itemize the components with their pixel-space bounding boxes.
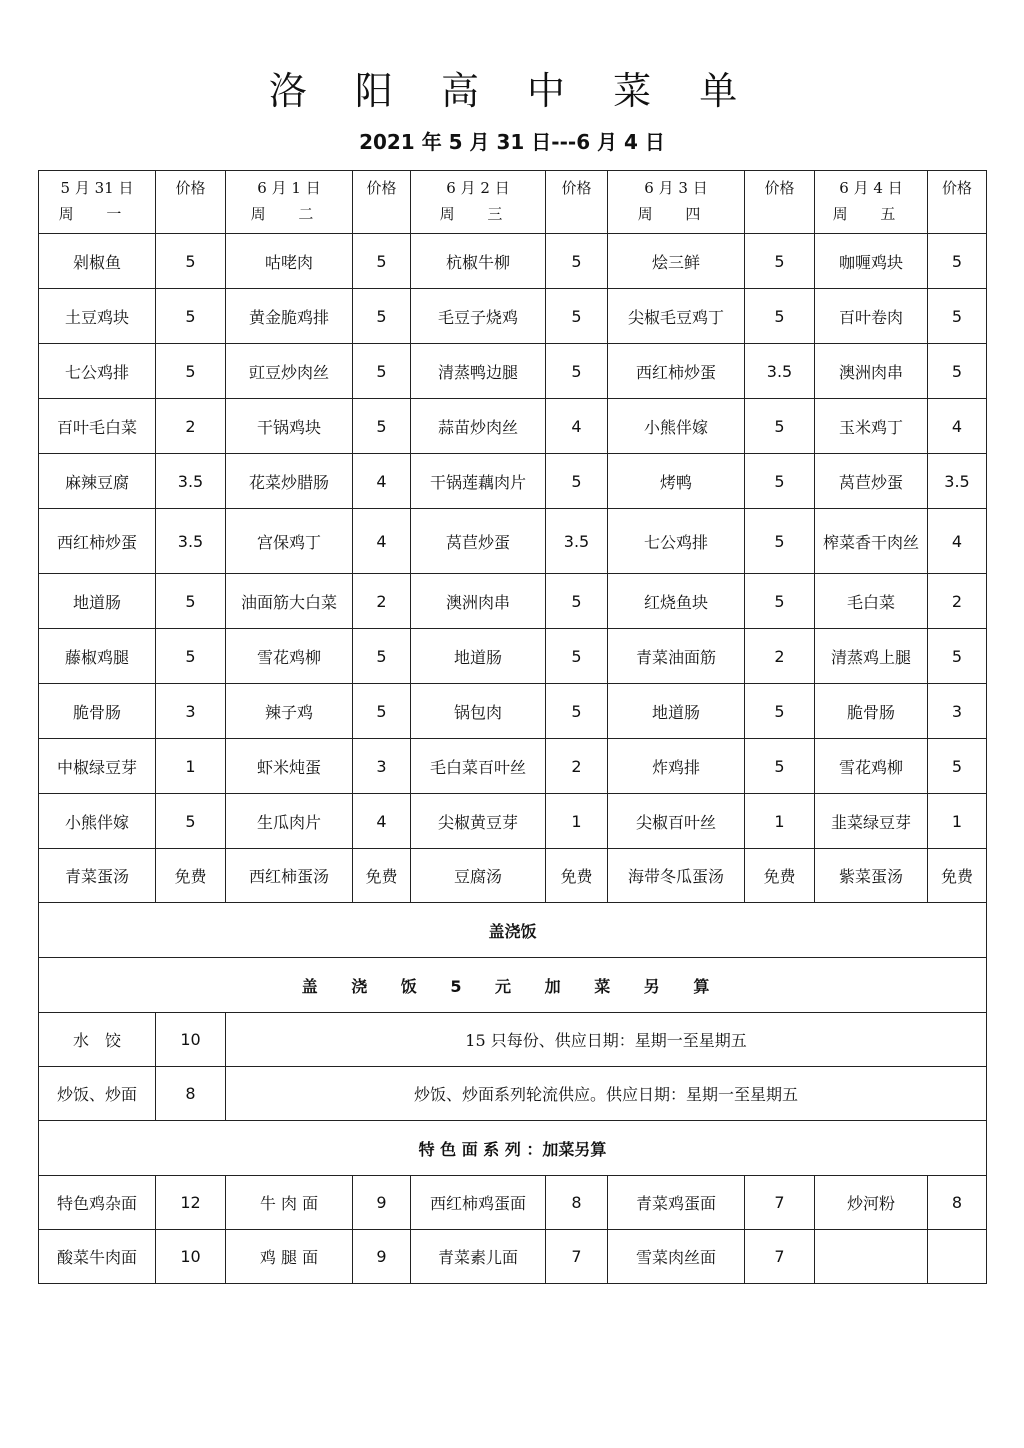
dish-cell: 油面筋大白菜 xyxy=(226,574,353,629)
dish-cell: 中椒绿豆芽 xyxy=(39,739,156,794)
price-cell: 5 xyxy=(156,794,226,849)
dish-cell: 尖椒黄豆芽 xyxy=(411,794,546,849)
price-cell: 5 xyxy=(546,684,608,739)
gaijiao-heading-row xyxy=(39,903,987,958)
dish-cell: 尖椒毛豆鸡丁 xyxy=(608,289,745,344)
price-cell: 5 xyxy=(928,629,987,684)
price-cell: 5 xyxy=(745,739,815,794)
price-header: 价格 xyxy=(928,171,987,234)
noodle-price xyxy=(928,1230,987,1284)
noodle-dish: 西红柿鸡蛋面 xyxy=(411,1176,546,1230)
dish-cell: 青菜蛋汤 xyxy=(39,849,156,903)
price-cell: 2 xyxy=(928,574,987,629)
day-weekday: 周 二 xyxy=(250,205,328,223)
dish-cell: 红烧鱼块 xyxy=(608,574,745,629)
noodle-dish: 炒河粉 xyxy=(815,1176,928,1230)
dish-cell: 辣子鸡 xyxy=(226,684,353,739)
dish-cell: 脆骨肠 xyxy=(39,684,156,739)
dish-row xyxy=(39,684,987,739)
day-weekday: 周 三 xyxy=(439,205,517,223)
price-cell: 4 xyxy=(928,509,987,574)
dish-cell: 炸鸡排 xyxy=(608,739,745,794)
dish-cell: 烩三鲜 xyxy=(608,234,745,289)
price-cell: 5 xyxy=(745,684,815,739)
dish-row xyxy=(39,454,987,509)
dish-row xyxy=(39,344,987,399)
price-cell: 1 xyxy=(546,794,608,849)
noodle-price: 9 xyxy=(353,1230,411,1284)
dish-cell: 豆腐汤 xyxy=(411,849,546,903)
extra-name: 炒饭、炒面 xyxy=(39,1067,156,1121)
price-cell: 免费 xyxy=(745,849,815,903)
dish-cell: 海带冬瓜蛋汤 xyxy=(608,849,745,903)
extra-description: 炒饭、炒面系列轮流供应。供应日期：星期一至星期五 xyxy=(226,1067,987,1121)
noodle-row xyxy=(39,1176,987,1230)
noodle-price: 8 xyxy=(928,1176,987,1230)
dish-cell: 地道肠 xyxy=(608,684,745,739)
noodles-heading-row xyxy=(39,1121,987,1176)
price-cell: 5 xyxy=(928,234,987,289)
price-cell: 5 xyxy=(546,629,608,684)
dish-cell: 咕咾肉 xyxy=(226,234,353,289)
dish-cell: 剁椒鱼 xyxy=(39,234,156,289)
price-cell: 5 xyxy=(353,629,411,684)
dish-cell: 毛白菜 xyxy=(815,574,928,629)
soup-row xyxy=(39,849,987,903)
dish-row xyxy=(39,629,987,684)
noodle-dish: 青菜鸡蛋面 xyxy=(608,1176,745,1230)
dish-cell: 雪花鸡柳 xyxy=(815,739,928,794)
dish-cell: 紫菜蛋汤 xyxy=(815,849,928,903)
noodle-row xyxy=(39,1230,987,1284)
dish-cell: 七公鸡排 xyxy=(608,509,745,574)
dish-cell: 豇豆炒肉丝 xyxy=(226,344,353,399)
price-header: 价格 xyxy=(353,171,411,234)
dish-cell: 土豆鸡块 xyxy=(39,289,156,344)
dish-cell: 杭椒牛柳 xyxy=(411,234,546,289)
dish-cell: 西红柿炒蛋 xyxy=(608,344,745,399)
price-cell: 5 xyxy=(353,234,411,289)
dish-cell: 地道肠 xyxy=(411,629,546,684)
dish-cell: 毛豆子烧鸡 xyxy=(411,289,546,344)
dish-cell: 蒜苗炒肉丝 xyxy=(411,399,546,454)
price-cell: 3.5 xyxy=(745,344,815,399)
dish-cell: 毛白菜百叶丝 xyxy=(411,739,546,794)
price-cell: 5 xyxy=(353,399,411,454)
extra-row xyxy=(39,1013,987,1067)
price-cell: 5 xyxy=(353,344,411,399)
price-cell: 5 xyxy=(928,344,987,399)
gaijiao-note: 盖 浇 饭 5 元 加 菜 另 算 xyxy=(39,958,987,1013)
price-header: 价格 xyxy=(546,171,608,234)
dish-cell: 澳洲肉串 xyxy=(815,344,928,399)
noodle-dish: 青菜素儿面 xyxy=(411,1230,546,1284)
dish-cell: 百叶毛白菜 xyxy=(39,399,156,454)
dish-cell: 清蒸鸭边腿 xyxy=(411,344,546,399)
price-cell: 5 xyxy=(546,454,608,509)
extra-price: 8 xyxy=(156,1067,226,1121)
dish-row xyxy=(39,509,987,574)
day-weekday: 周 一 xyxy=(58,205,136,223)
price-header: 价格 xyxy=(745,171,815,234)
price-cell: 5 xyxy=(156,574,226,629)
dish-cell: 澳洲肉串 xyxy=(411,574,546,629)
dish-cell: 韭菜绿豆芽 xyxy=(815,794,928,849)
noodle-dish xyxy=(815,1230,928,1284)
date-range: 2021 年 5 月 31 日---6 月 4 日 xyxy=(359,130,665,154)
dish-row xyxy=(39,794,987,849)
dish-cell: 玉米鸡丁 xyxy=(815,399,928,454)
extra-description: 15 只每份、供应日期：星期一至星期五 xyxy=(226,1013,987,1067)
day-header xyxy=(39,171,156,234)
noodle-dish: 雪菜肉丝面 xyxy=(608,1230,745,1284)
price-cell: 5 xyxy=(546,574,608,629)
noodle-dish: 牛 肉 面 xyxy=(226,1176,353,1230)
dish-row xyxy=(39,234,987,289)
dish-cell: 宫保鸡丁 xyxy=(226,509,353,574)
dish-cell: 莴苣炒蛋 xyxy=(411,509,546,574)
day-date: 6 月 3 日 xyxy=(644,179,708,197)
dish-cell: 干锅鸡块 xyxy=(226,399,353,454)
price-header: 价格 xyxy=(156,171,226,234)
price-cell: 5 xyxy=(156,629,226,684)
dish-cell: 七公鸡排 xyxy=(39,344,156,399)
price-cell: 5 xyxy=(546,234,608,289)
dish-row xyxy=(39,289,987,344)
page-title: 洛 阳 高 中 菜 单 xyxy=(268,69,756,113)
gaijiao-note-row xyxy=(39,958,987,1013)
dish-cell: 百叶卷肉 xyxy=(815,289,928,344)
dish-cell: 黄金脆鸡排 xyxy=(226,289,353,344)
menu-table xyxy=(38,170,987,1284)
dish-cell: 地道肠 xyxy=(39,574,156,629)
dish-row xyxy=(39,574,987,629)
extra-row xyxy=(39,1067,987,1121)
dish-cell: 干锅莲藕肉片 xyxy=(411,454,546,509)
price-cell: 5 xyxy=(156,289,226,344)
noodle-price: 12 xyxy=(156,1176,226,1230)
dish-cell: 锅包肉 xyxy=(411,684,546,739)
price-cell: 2 xyxy=(546,739,608,794)
gaijiao-heading: 盖浇饭 xyxy=(39,903,987,958)
price-cell: 5 xyxy=(546,289,608,344)
noodle-price: 7 xyxy=(745,1230,815,1284)
dish-cell: 藤椒鸡腿 xyxy=(39,629,156,684)
price-cell: 3 xyxy=(156,684,226,739)
price-cell: 5 xyxy=(745,399,815,454)
price-cell: 5 xyxy=(353,684,411,739)
dish-cell: 西红柿炒蛋 xyxy=(39,509,156,574)
day-weekday: 周 五 xyxy=(832,205,910,223)
dish-cell: 青菜油面筋 xyxy=(608,629,745,684)
price-cell: 2 xyxy=(353,574,411,629)
dish-cell: 虾米炖蛋 xyxy=(226,739,353,794)
dish-cell: 脆骨肠 xyxy=(815,684,928,739)
day-date: 6 月 2 日 xyxy=(446,179,510,197)
noodles-heading: 特 色 面 系 列 ：加菜另算 xyxy=(39,1121,987,1176)
price-cell: 1 xyxy=(928,794,987,849)
noodle-price: 7 xyxy=(745,1176,815,1230)
price-cell: 5 xyxy=(156,344,226,399)
dish-row xyxy=(39,399,987,454)
price-cell: 5 xyxy=(745,234,815,289)
price-cell: 4 xyxy=(353,509,411,574)
day-date: 6 月 1 日 xyxy=(257,179,321,197)
dish-cell: 咖喱鸡块 xyxy=(815,234,928,289)
dish-cell: 麻辣豆腐 xyxy=(39,454,156,509)
extra-price: 10 xyxy=(156,1013,226,1067)
price-cell: 免费 xyxy=(353,849,411,903)
dish-cell: 小熊伴嫁 xyxy=(608,399,745,454)
day-header xyxy=(815,171,928,234)
price-cell: 3 xyxy=(353,739,411,794)
day-header xyxy=(226,171,353,234)
dish-cell: 西红柿蛋汤 xyxy=(226,849,353,903)
dish-cell: 生瓜肉片 xyxy=(226,794,353,849)
dish-cell: 小熊伴嫁 xyxy=(39,794,156,849)
dish-cell: 烤鸭 xyxy=(608,454,745,509)
dish-cell: 花菜炒腊肠 xyxy=(226,454,353,509)
price-cell: 3.5 xyxy=(928,454,987,509)
dish-cell: 雪花鸡柳 xyxy=(226,629,353,684)
dish-cell: 尖椒百叶丝 xyxy=(608,794,745,849)
dish-cell: 清蒸鸡上腿 xyxy=(815,629,928,684)
price-cell: 3.5 xyxy=(546,509,608,574)
price-cell: 2 xyxy=(745,629,815,684)
dish-cell: 莴苣炒蛋 xyxy=(815,454,928,509)
day-header xyxy=(411,171,546,234)
price-cell: 5 xyxy=(928,739,987,794)
noodle-price: 10 xyxy=(156,1230,226,1284)
dish-cell: 榨菜香干肉丝 xyxy=(815,509,928,574)
price-cell: 5 xyxy=(745,509,815,574)
price-cell: 5 xyxy=(546,344,608,399)
price-cell: 5 xyxy=(928,289,987,344)
price-cell: 3.5 xyxy=(156,454,226,509)
extra-name: 水 饺 xyxy=(39,1013,156,1067)
noodle-price: 7 xyxy=(546,1230,608,1284)
price-cell: 免费 xyxy=(928,849,987,903)
noodle-dish: 酸菜牛肉面 xyxy=(39,1230,156,1284)
menu-body xyxy=(39,171,987,1284)
price-cell: 免费 xyxy=(156,849,226,903)
noodle-dish: 特色鸡杂面 xyxy=(39,1176,156,1230)
price-cell: 4 xyxy=(546,399,608,454)
price-cell: 5 xyxy=(745,289,815,344)
noodle-price: 8 xyxy=(546,1176,608,1230)
header-row xyxy=(39,171,987,234)
dish-row xyxy=(39,739,987,794)
price-cell: 免费 xyxy=(546,849,608,903)
price-cell: 3 xyxy=(928,684,987,739)
price-cell: 1 xyxy=(745,794,815,849)
noodle-dish: 鸡 腿 面 xyxy=(226,1230,353,1284)
price-cell: 3.5 xyxy=(156,509,226,574)
price-cell: 5 xyxy=(353,289,411,344)
price-cell: 1 xyxy=(156,739,226,794)
price-cell: 5 xyxy=(156,234,226,289)
price-cell: 4 xyxy=(353,794,411,849)
day-date: 6 月 4 日 xyxy=(839,179,903,197)
day-date: 5 月 31 日 xyxy=(60,179,134,197)
day-header xyxy=(608,171,745,234)
price-cell: 4 xyxy=(928,399,987,454)
price-cell: 4 xyxy=(353,454,411,509)
price-cell: 5 xyxy=(745,574,815,629)
noodle-price: 9 xyxy=(353,1176,411,1230)
day-weekday: 周 四 xyxy=(637,205,715,223)
price-cell: 2 xyxy=(156,399,226,454)
price-cell: 5 xyxy=(745,454,815,509)
